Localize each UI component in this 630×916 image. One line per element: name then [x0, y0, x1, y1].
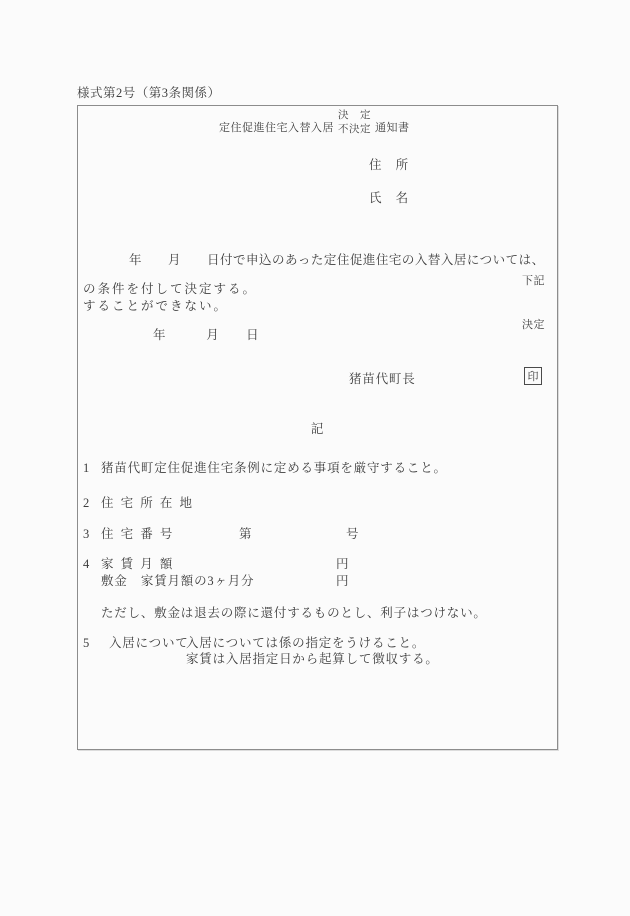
- item5-number: 5: [83, 636, 91, 650]
- notice-date-line: 年 月 日: [153, 328, 260, 342]
- item4-deposit-note: ただし、敷金は退去の際に還付するものとし、利子はつけない。: [101, 606, 487, 620]
- item4-number: 4: [83, 557, 91, 571]
- item1-text: 猪苗代町定住促進住宅条例に定める事項を厳守すること。: [101, 461, 447, 475]
- recipient-name-label: 氏 名: [369, 191, 409, 205]
- body-line-reject: することができない。: [83, 299, 229, 313]
- seal-icon: 印: [527, 371, 539, 383]
- item4-deposit-unit: 円: [336, 574, 350, 588]
- body-line-application-date: 年 月 日付で申込のあった定住促進住宅の入替入居については、: [129, 253, 545, 267]
- title-suffix: 通知書: [375, 122, 410, 135]
- title-option-rejected: 不決定: [338, 124, 371, 136]
- item2-text: 住 宅 所 在 地: [101, 496, 195, 510]
- item5-rule-line1: 入居については係の指定をうけること。: [186, 636, 426, 650]
- item4-rent-unit: 円: [336, 557, 350, 571]
- seal-box: [524, 367, 542, 385]
- mayor-signature-title: 猪苗代町長: [349, 372, 416, 386]
- title-prefix: 定住促進住宅入替入居: [219, 122, 334, 135]
- item2-number: 2: [83, 496, 91, 510]
- section-heading: 記: [310, 422, 325, 436]
- item5-label: 入居について: [109, 636, 189, 650]
- item3-go-label: 号: [346, 527, 360, 541]
- document-frame: [77, 105, 558, 750]
- body-option-conditions: 下記: [522, 275, 545, 288]
- document-title: [219, 109, 410, 137]
- body-decision-option-stack: [522, 245, 545, 361]
- item3-text: 住 宅 番 号: [101, 527, 175, 541]
- form-number-label: 様式第2号（第3条関係）: [77, 86, 221, 100]
- item1-number: 1: [83, 461, 91, 475]
- body-line-approve: の条件を付して決定する。: [83, 282, 258, 296]
- recipient-address-label: 住 所: [369, 158, 409, 172]
- item5-rule-line2: 家賃は入居指定日から起算して徴収する。: [186, 652, 439, 666]
- title-option-approved: 決 定: [338, 110, 371, 121]
- title-decision-option-stack: [338, 109, 371, 137]
- item3-number: 3: [83, 527, 91, 541]
- item4-rent-label: 家 賃 月 額: [101, 557, 175, 571]
- body-option-decide: 決定: [522, 318, 545, 331]
- item4-deposit-label: 敷金 家賃月額の3ヶ月分: [101, 574, 255, 588]
- item3-dai-label: 第: [239, 527, 253, 541]
